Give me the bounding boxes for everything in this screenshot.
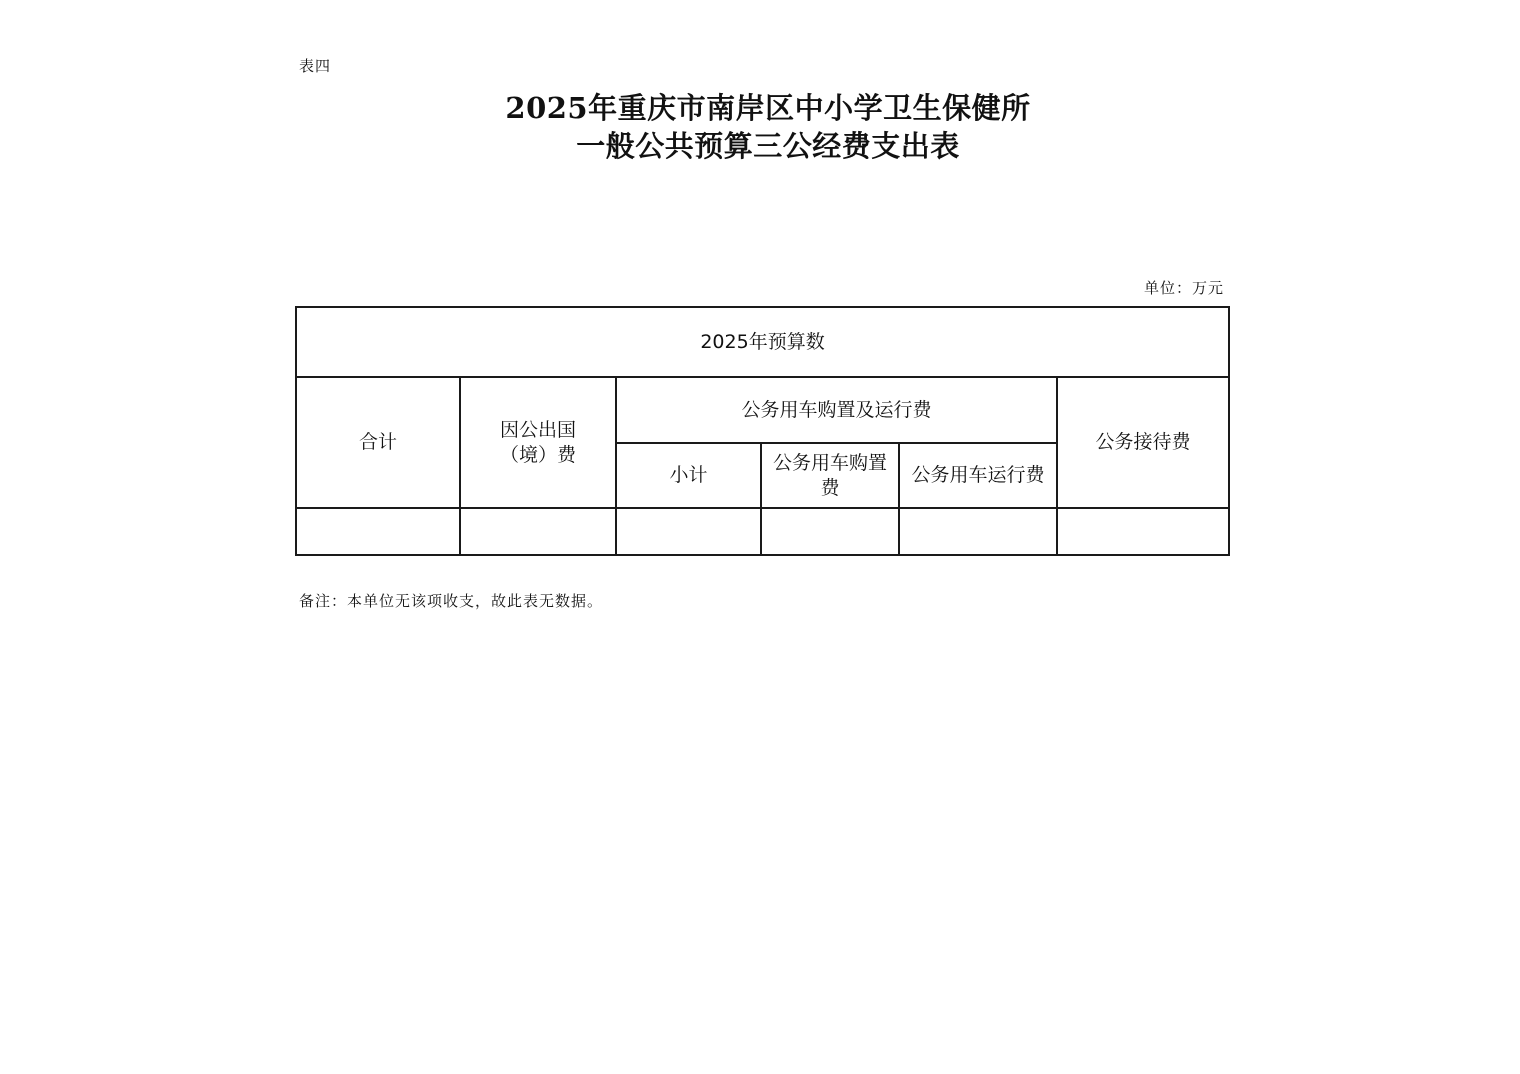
header-budget-year: 2025年预算数 (296, 307, 1229, 377)
document-title-line2: 一般公共预算三公经费支出表 (576, 129, 960, 163)
cell-vehicle-operation (899, 508, 1057, 555)
cell-vehicle-purchase (761, 508, 899, 555)
header-vehicle-group: 公务用车购置及运行费 (616, 377, 1057, 443)
budget-table (295, 306, 1230, 556)
table-row (296, 508, 1229, 555)
document-title-line1: 2025年重庆市南岸区中小学卫生保健所 (505, 91, 1031, 125)
header-subtotal: 小计 (616, 443, 761, 508)
header-vehicle-purchase: 公务用车购置费 (761, 443, 899, 508)
cell-reception (1057, 508, 1229, 555)
table-header-row (296, 307, 1229, 377)
unit-label: 单位：万元 (1143, 279, 1224, 297)
header-vehicle-operation: 公务用车运行费 (899, 443, 1057, 508)
header-abroad-expense: 因公出国（境）费 (460, 377, 616, 508)
footnote: 备注：本单位无该项收支，故此表无数据。 (299, 592, 604, 610)
header-reception-expense: 公务接待费 (1057, 377, 1229, 508)
cell-abroad (460, 508, 616, 555)
table-column-header-row (296, 377, 1229, 443)
cell-subtotal (616, 508, 761, 555)
header-total: 合计 (296, 377, 460, 508)
table-number: 表四 (299, 57, 332, 75)
cell-total (296, 508, 460, 555)
